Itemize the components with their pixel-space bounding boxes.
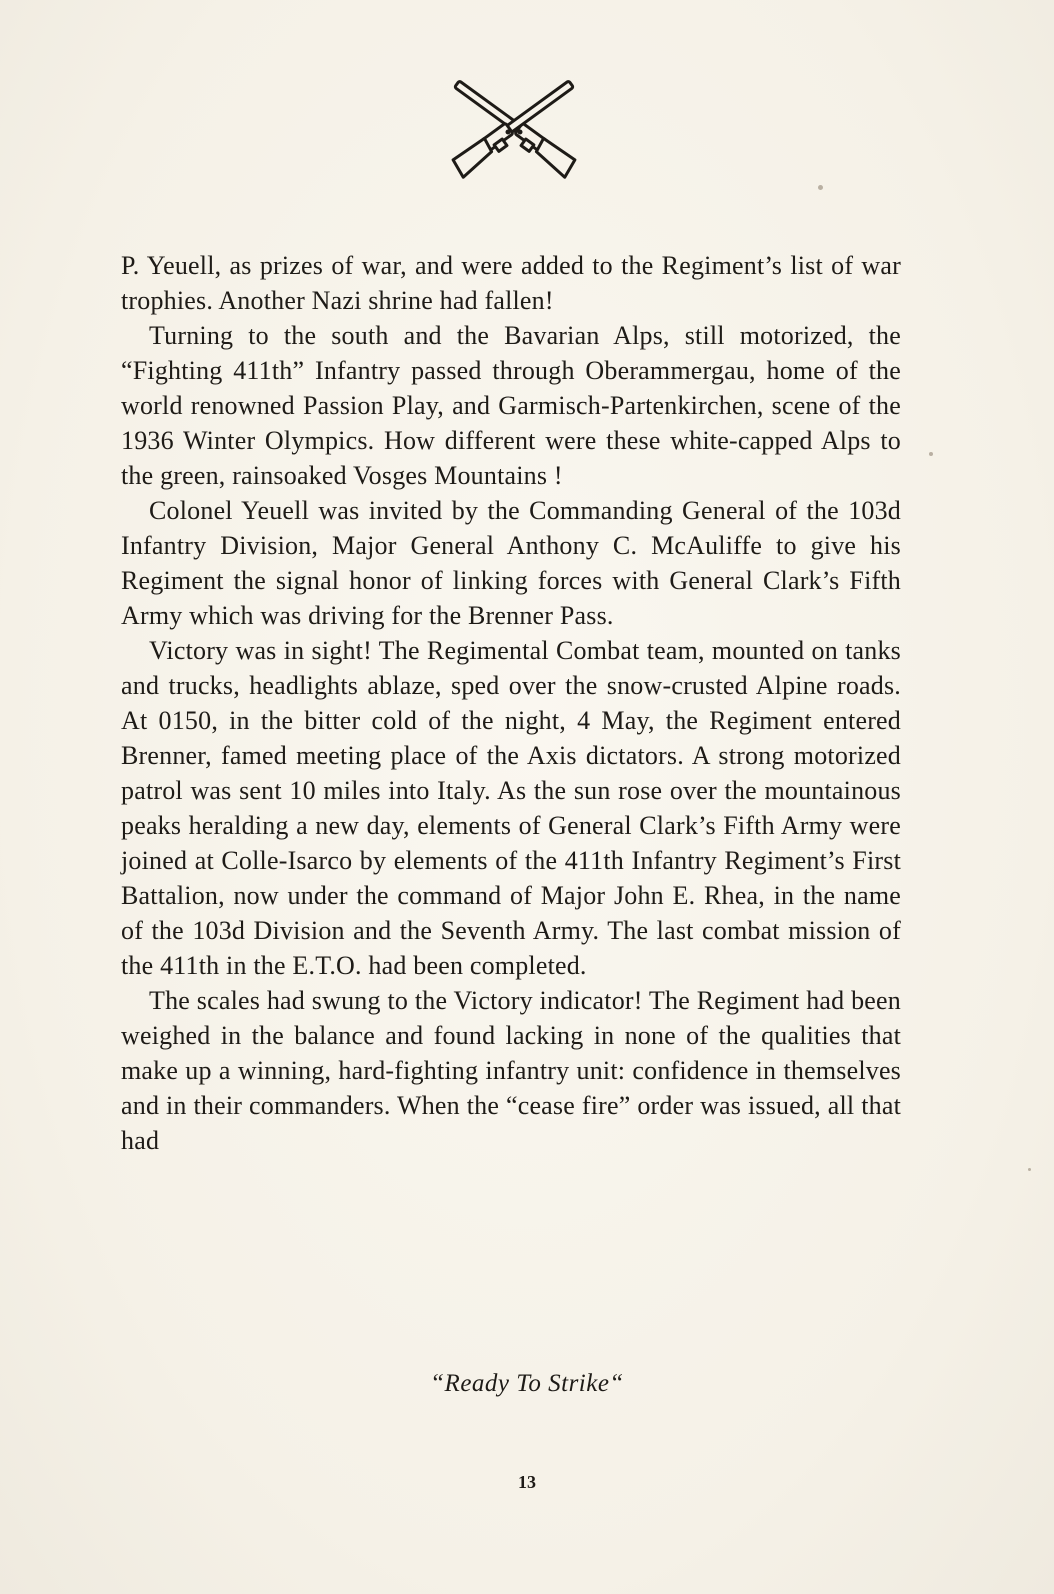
page-number: 13 bbox=[518, 1472, 536, 1492]
paragraph: Victory was in sight! The Regimental Combat team, mounted on tanks and trucks, headlights ablaze, sped over the snow-crusted Alpine roads. At 0150, in the bitter cold of the night, 4 May, the Regiment entered Brenner, famed meeting place of the Axis dictators. A strong motorized patrol was sent 10 miles into Italy. As the sun rose over the mountainous peaks heralding a new day, elements of General Clark’s Fifth Army were joined at Colle-Isarco by elements of the 411th Infantry Regiment’s First Battalion, now under the command of Major John E. Rhea, in the name of the 103d Division and the Seventh Army. The last combat mission of the 411th in the E.T.O. had been completed. bbox=[121, 636, 901, 980]
crossed-rifles-icon bbox=[444, 72, 584, 184]
paper-speck bbox=[929, 452, 933, 456]
paragraph: Colonel Yeuell was invited by the Commanding General of the 103d Infantry Division, Major General Anthony C. McAuliffe to give his Regiment the signal honor of linking forces with General Clark’s Fifth Army which was driving for the Brenner Pass. bbox=[121, 496, 901, 630]
footer-motto: “Ready To Strike“ bbox=[430, 1370, 624, 1397]
paper-speck bbox=[818, 185, 823, 190]
body-text bbox=[121, 248, 901, 1158]
paper-speck bbox=[1028, 1168, 1031, 1171]
paragraph: P. Yeuell, as prizes of war, and were added to the Regiment’s list of war trophies. Another Nazi shrine had fallen! bbox=[121, 251, 901, 315]
paragraph: The scales had swung to the Victory indicator! The Regiment had been weighed in the balance and found lacking in none of the qualities that make up a winning, hard-fighting infantry unit: confidence in themselves and in their commanders. When the “cease fire” order was issued, all that had bbox=[121, 986, 901, 1155]
paragraph: Turning to the south and the Bavarian Alps, still motorized, the “Fighting 411th” Infantry passed through Oberammergau, home of the world renowned Passion Play, and Garmisch-Partenkirchen, scene of the 1936 Winter Olympics. How different were these white-capped Alps to the green, rainsoaked Vosges Mountains ! bbox=[121, 321, 901, 490]
